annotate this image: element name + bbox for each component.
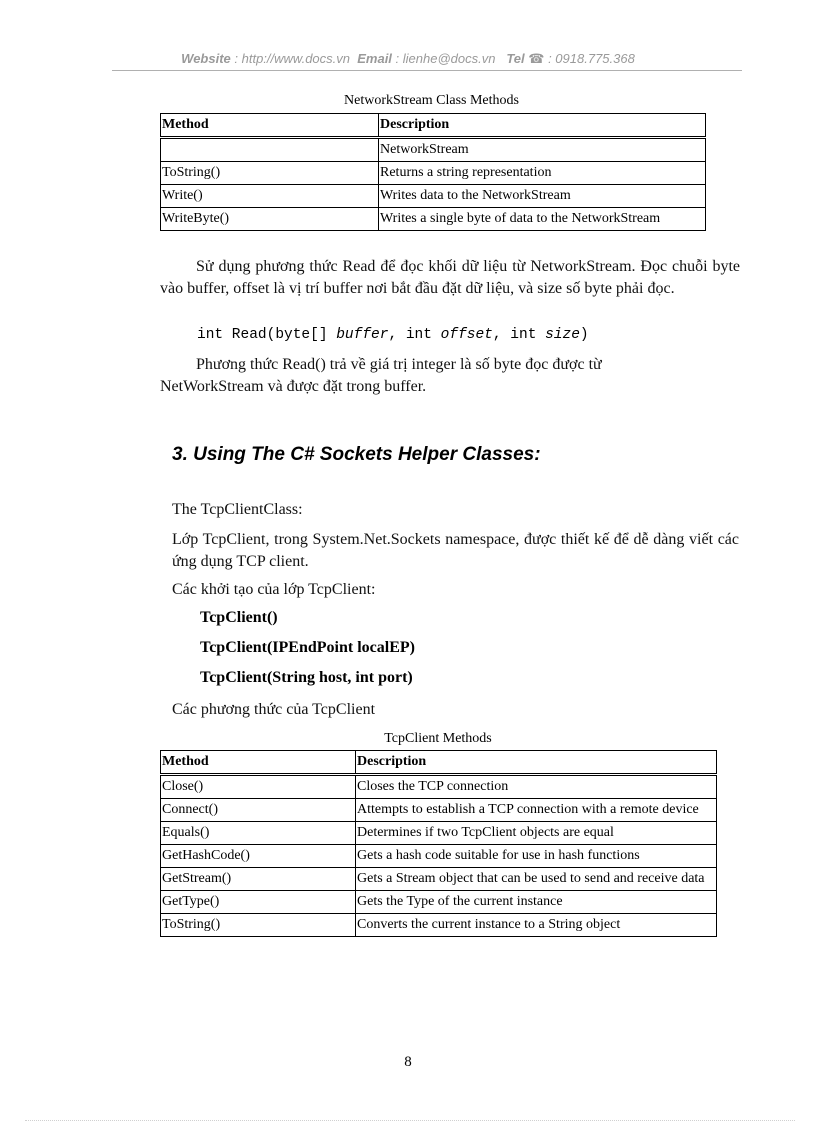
phone-icon: ☎ [528,51,545,66]
table-cell: Returns a string representation [379,162,706,185]
code-suffix: ) [579,327,589,343]
email-value: : lienhe@docs.vn [395,51,496,66]
read-return-paragraph: Phương thức Read() trả về giá trị integer là số byte đọc được từ NetWorkStream và được đặt trong buffer. [160,356,602,395]
table-cell: GetStream() [161,868,356,891]
code-sep: , int [388,327,441,343]
constructors-intro: Các khởi tạo của lớp TcpClient: [172,581,376,598]
table-header-cell: Method [161,751,356,775]
page-header [0,51,816,67]
tel-label: Tel [506,51,525,66]
table-cell: NetworkStream [379,138,706,162]
table-cell: Writes data to the NetworkStream [379,185,706,208]
table-cell: Gets a Stream object that can be used to send and receive data [356,868,717,891]
code-arg-buffer: buffer [336,327,389,343]
header-divider [112,70,742,71]
tcpclient-class-title: The TcpClientClass: [172,501,303,518]
table-row [161,775,717,799]
email-label: Email [357,51,392,66]
table-row [161,185,706,208]
constructor-default: TcpClient() [200,609,278,626]
table-cell: Close() [161,775,356,799]
table-row [161,799,717,822]
table-cell: Connect() [161,799,356,822]
table-row [161,891,717,914]
table-cell: Closes the TCP connection [356,775,717,799]
table2-caption: TcpClient Methods [384,731,492,746]
code-arg-size: size [545,327,580,343]
table-cell [161,138,379,162]
section-heading: 3. Using The C# Sockets Helper Classes: [172,444,541,465]
table-row [161,868,717,891]
table-cell: Gets the Type of the current instance [356,891,717,914]
table-cell: ToString() [161,162,379,185]
tel-value: : 0918.775.368 [548,51,635,66]
table-cell: Attempts to establish a TCP connection with a remote device [356,799,717,822]
table-cell: Determines if two TcpClient objects are equal [356,822,717,845]
table-row [161,138,706,162]
table-header-cell: Description [379,114,706,138]
methods-intro: Các phương thức của TcpClient [172,701,376,718]
table-row [161,914,717,937]
table-row [161,845,717,868]
table-row [161,822,717,845]
table-header-cell: Method [161,114,379,138]
tcpclient-methods-table [160,750,717,937]
code-sep: , int [492,327,546,343]
table-header-cell: Description [356,751,717,775]
page-number: 8 [404,1054,412,1070]
read-signature-code [197,327,589,343]
website-value: : http://www.docs.vn [234,51,350,66]
read-method-paragraph: Sử dụng phương thức Read để đọc khối dữ liệu từ NetworkStream. Đọc chuỗi byte vào buffer, offset là vị trí buffer nơi bắt đầu đặt dữ liệu, và size số byte phải đọc. [160,258,740,297]
table-cell: GetType() [161,891,356,914]
constructor-endpoint: TcpClient(IPEndPoint localEP) [200,639,415,656]
code-prefix: int Read(byte[] [197,327,337,343]
table-cell: Equals() [161,822,356,845]
table-cell: Write() [161,185,379,208]
table-cell: Gets a hash code suitable for use in hash functions [356,845,717,868]
website-label: Website [181,51,231,66]
table-cell: Converts the current instance to a String object [356,914,717,937]
table-cell: WriteByte() [161,208,379,231]
page-bottom-divider [25,1120,795,1121]
code-arg-offset: offset [440,327,493,343]
table-header-row [161,114,706,138]
table-cell: Writes a single byte of data to the NetworkStream [379,208,706,231]
table-header-row [161,751,717,775]
tcpclient-description: Lớp TcpClient, trong System.Net.Sockets namespace, được thiết kế để dễ dàng viết các ứng dụng TCP client. [172,531,739,570]
table-row [161,208,706,231]
table-cell: ToString() [161,914,356,937]
networkstream-methods-table [160,113,706,231]
table-cell: GetHashCode() [161,845,356,868]
table-row [161,162,706,185]
table1-caption: NetworkStream Class Methods [344,93,519,108]
constructor-host-port: TcpClient(String host, int port) [200,669,413,686]
